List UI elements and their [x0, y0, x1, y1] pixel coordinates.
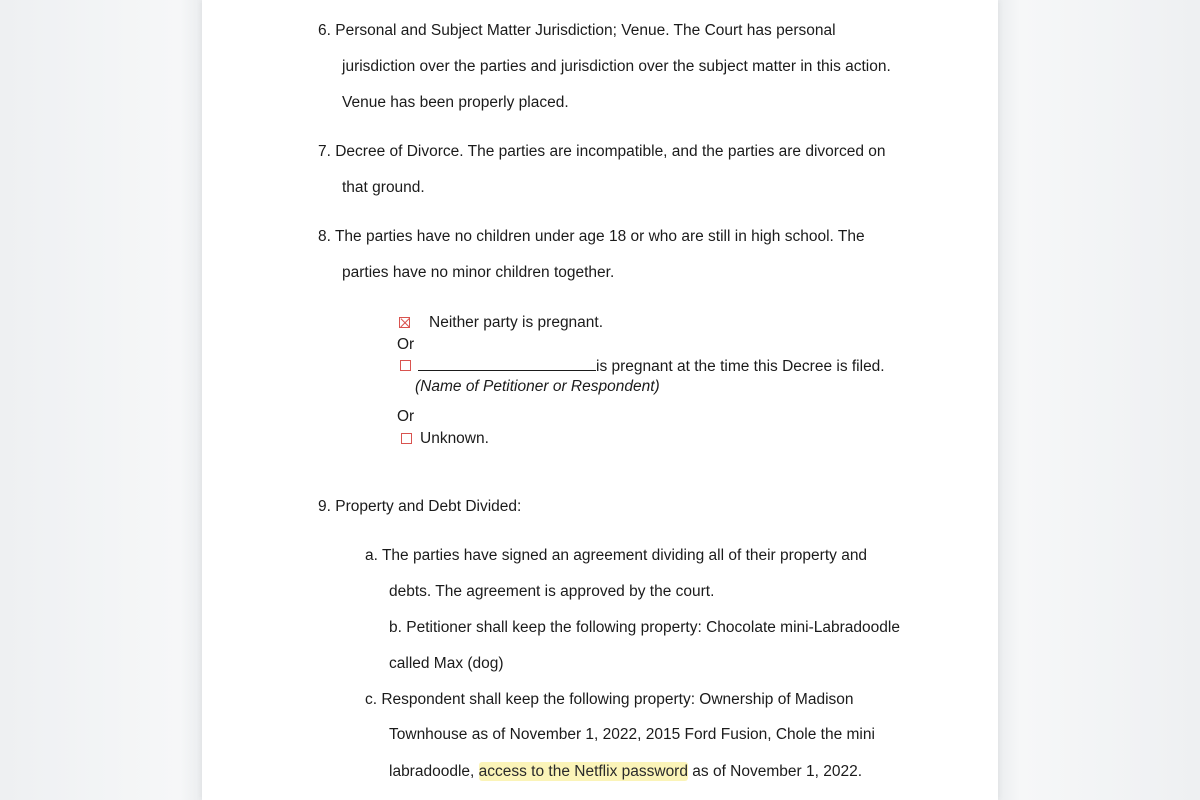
- item-9c-line-3-start: labradoodle,: [389, 763, 479, 780]
- item-6-line-1: 6. Personal and Subject Matter Jurisdiction; Venue. The Court has personal: [318, 22, 836, 39]
- item-9c-line-2: Townhouse as of November 1, 2022, 2015 Ford Fusion, Chole the mini: [389, 726, 875, 743]
- document-page: [202, 0, 998, 800]
- or-label-1: Or: [397, 336, 415, 353]
- unknown-label: Unknown.: [420, 430, 489, 447]
- unknown-checkbox[interactable]: [401, 433, 412, 444]
- party-name-caption: (Name of Petitioner or Respondent): [415, 378, 660, 395]
- party-name-blank[interactable]: [418, 356, 596, 371]
- item-9c-line-3-end: as of November 1, 2022.: [687, 763, 863, 780]
- item-9-heading: 9. Property and Debt Divided:: [318, 498, 522, 515]
- item-6-line-2: jurisdiction over the parties and jurisdiction over the subject matter in this action.: [342, 58, 891, 75]
- party-pregnant-row: [418, 356, 885, 377]
- item-9b-line-1: b. Petitioner shall keep the following property: Chocolate mini-Labradoodle: [389, 619, 900, 636]
- item-7-line-2: that ground.: [342, 179, 425, 196]
- item-9c-line-3: [389, 762, 862, 782]
- neither-pregnant-checkbox[interactable]: [399, 317, 410, 328]
- item-9c-line-1: c. Respondent shall keep the following property: Ownership of Madison: [365, 691, 854, 708]
- item-8-line-1: 8. The parties have no children under age 18 or who are still in high school. The: [318, 228, 865, 245]
- item-8-line-2: parties have no minor children together.: [342, 264, 615, 281]
- item-9a-line-1: a. The parties have signed an agreement dividing all of their property and: [365, 547, 868, 564]
- item-9b-line-2: called Max (dog): [389, 655, 504, 672]
- party-pregnant-label: is pregnant at the time this Decree is filed.: [596, 358, 885, 375]
- item-6-line-3: Venue has been properly placed.: [342, 94, 569, 111]
- neither-pregnant-label: Neither party is pregnant.: [429, 314, 604, 331]
- or-label-2: Or: [397, 408, 415, 425]
- party-pregnant-checkbox[interactable]: [400, 360, 411, 371]
- netflix-highlight[interactable]: access to the Netflix password: [478, 763, 688, 780]
- item-7-line-1: 7. Decree of Divorce. The parties are incompatible, and the parties are divorced on: [318, 143, 886, 160]
- item-9a-line-2: debts. The agreement is approved by the court.: [389, 583, 715, 600]
